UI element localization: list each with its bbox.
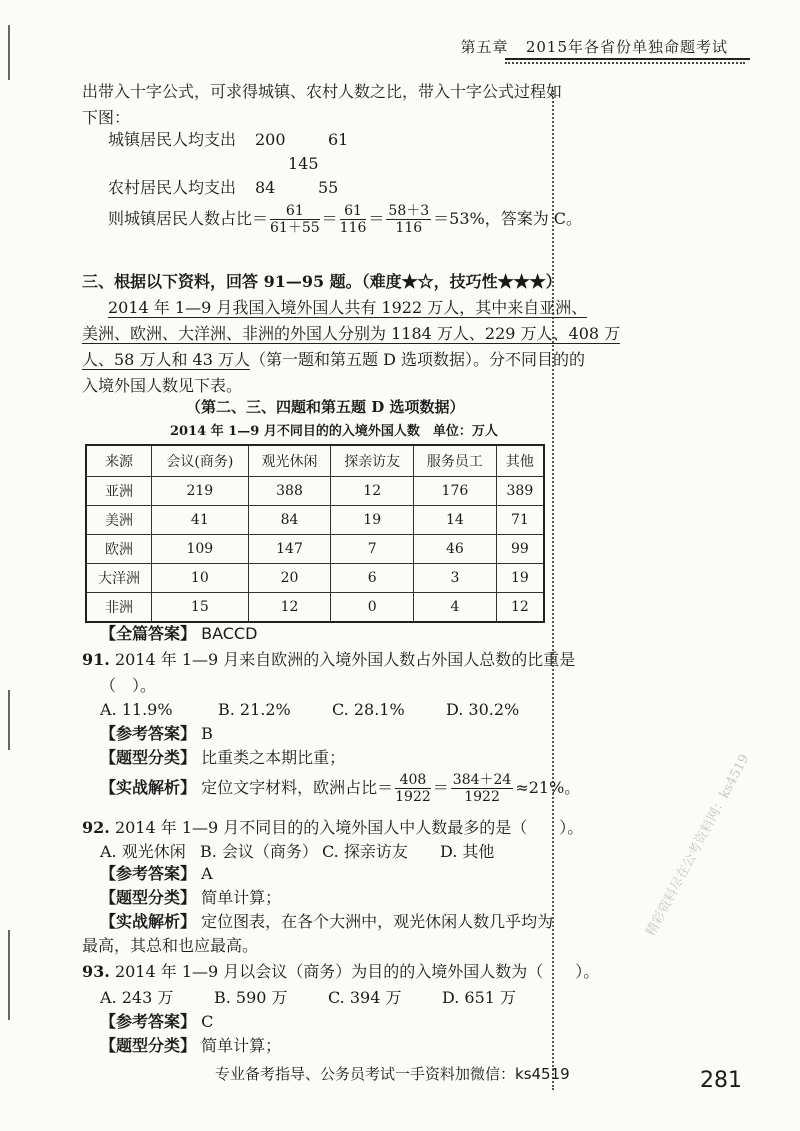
table-cell: 46 — [414, 535, 497, 564]
conclusion-line: 则城镇居民人数占比＝ $\frac{61}{61+55}$ ＝ $\frac{61}{116}$ ＝ $\frac{58+3}{116}$ ＝53%，答案为 C。 — [108, 203, 583, 236]
table-cell: 19 — [331, 506, 414, 535]
q91-analysis: 【实战解析】 定位文字材料，欧洲占比＝ $\frac{408}{1922}$ ＝ $\frac{384+24}{1922}$ ≈21%。 — [100, 772, 581, 805]
table-header-cell: 会议(商务) — [152, 445, 249, 477]
table-header-cell: 观光休闲 — [248, 445, 331, 477]
table-cell: 4 — [414, 593, 497, 623]
header-rule — [505, 58, 750, 60]
cross-row2-diff: 55 — [318, 178, 339, 197]
q93-type: 【题型分类】 简单计算； — [100, 1036, 282, 1055]
table-cell: 84 — [248, 506, 331, 535]
table-caption: 2014 年 1—9 月不同目的的入境外国人数 单位：万人 — [170, 424, 498, 439]
q92-type: 【题型分类】 简单计算； — [100, 888, 282, 907]
table-cell: 147 — [248, 535, 331, 564]
material-para-line-2: 美洲、欧洲、大洋洲、非洲的外国人分别为 1184 万人、229 万人、408 万 — [82, 324, 621, 343]
table-header-cell: 探亲访友 — [331, 445, 414, 477]
q91-answer: 【参考答案】 B — [100, 724, 213, 743]
q92-option-c: C. 探亲访友 — [322, 842, 408, 861]
table-header-cell: 服务员工 — [414, 445, 497, 477]
header-dotted-rule — [505, 62, 745, 64]
q91-option-c: C. 28.1% — [332, 700, 405, 719]
page-number: 281 — [700, 1068, 742, 1093]
table-cell: 109 — [152, 535, 249, 564]
running-header — [460, 36, 728, 57]
cross-center: 145 — [288, 154, 319, 173]
q92-analysis-2: 最高，其总和也应最高。 — [82, 936, 259, 955]
table-cell: 欧洲 — [86, 535, 152, 564]
cross-row1-label: 城镇居民人均支出 — [108, 130, 237, 149]
fraction: $\frac{408}{1922}$ — [395, 772, 431, 805]
q91-stem: 91. 2014 年 1—9 月来自欧洲的入境外国人数占外国人总数的比重是 — [82, 650, 576, 669]
table-cell: 亚洲 — [86, 477, 152, 506]
all-answers: 【全篇答案】 BACCD — [100, 624, 258, 643]
table-cell: 3 — [414, 564, 497, 593]
fraction: $\frac{61}{116}$ — [339, 203, 367, 236]
q93-stem: 93. 2014 年 1—9 月以会议（商务）为目的的入境外国人数为（ ）。 — [82, 962, 600, 981]
q91-stem-2: （ ）。 — [100, 676, 157, 695]
intro-line-2: 下图： — [82, 108, 131, 127]
table-cell: 15 — [152, 593, 249, 623]
binding-mark — [8, 690, 10, 750]
table-cell: 219 — [152, 477, 249, 506]
q92-analysis: 【实战解析】 定位图表，在各个大洲中，观光休闲人数几乎均为 — [100, 912, 554, 931]
q92-answer: 【参考答案】 A — [100, 864, 213, 883]
q92-stem: 92. 2014 年 1—9 月不同目的的入境外国人中人数最多的是（ ）。 — [82, 818, 584, 837]
watermark: 精彩资料尽在公考资料网：ks4519 — [643, 752, 753, 939]
cross-row2-label: 农村居民人均支出 — [108, 178, 237, 197]
table-cell: 12 — [496, 593, 544, 623]
table-header-row — [86, 445, 544, 477]
table-cell: 6 — [331, 564, 414, 593]
fraction: $\frac{58+3}{116}$ — [388, 203, 430, 236]
table-cell: 10 — [152, 564, 249, 593]
table-cell: 19 — [496, 564, 544, 593]
table-cell: 12 — [331, 477, 414, 506]
intro-line-1: 出带入十字公式，可求得城镇、农村人数之比，带入十字公式过程如 — [82, 82, 563, 101]
table-row — [86, 506, 544, 535]
table-cell: 美洲 — [86, 506, 152, 535]
table-cell: 388 — [248, 477, 331, 506]
q92-option-a: A. 观光休闲 — [100, 842, 186, 861]
table-cell: 99 — [496, 535, 544, 564]
footer-text: 专业备考指导、公务员考试一手资料加微信：ks4519 — [215, 1065, 570, 1083]
q91-option-a: A. 11.9% — [100, 700, 173, 719]
section-title: 三、根据以下资料，回答 91—95 题。（难度★☆，技巧性★★★） — [82, 272, 562, 291]
fraction: $\frac{384+24}{1922}$ — [452, 772, 512, 805]
q91-option-b: B. 21.2% — [218, 700, 291, 719]
table-cell: 20 — [248, 564, 331, 593]
q93-option-b: B. 590 万 — [214, 988, 288, 1007]
binding-mark — [8, 25, 10, 80]
q93-option-c: C. 394 万 — [328, 988, 402, 1007]
cross-row1-value: 200 — [255, 130, 286, 149]
table-header-cell: 来源 — [86, 445, 152, 477]
material-para-line-4: 入境外国人数见下表。 — [82, 376, 243, 395]
q93-option-d: D. 651 万 — [442, 988, 517, 1007]
table-cell: 71 — [496, 506, 544, 535]
table-cell: 389 — [496, 477, 544, 506]
table-cell: 0 — [331, 593, 414, 623]
margin-dotted-line — [552, 90, 584, 1090]
q91-type: 【题型分类】 比重类之本期比重； — [100, 748, 346, 767]
cross-row1-diff: 61 — [328, 130, 349, 149]
binding-mark — [8, 930, 10, 1020]
q92-option-b: B. 会议（商务） — [200, 842, 318, 861]
q93-option-a: A. 243 万 — [100, 988, 174, 1007]
table-row — [86, 564, 544, 593]
q91-option-d: D. 30.2% — [446, 700, 520, 719]
data-table — [85, 444, 545, 623]
table-cell: 176 — [414, 477, 497, 506]
table-note: （第二、三、四题和第五题 D 选项数据） — [186, 398, 465, 416]
table-row — [86, 535, 544, 564]
fraction: $\frac{61}{61+55}$ — [270, 203, 320, 236]
table-cell: 7 — [331, 535, 414, 564]
table-cell: 12 — [248, 593, 331, 623]
table-cell: 大洋洲 — [86, 564, 152, 593]
book-title: 2015年各省份单独命题考试 — [525, 38, 728, 56]
table-row — [86, 477, 544, 506]
table-cell: 41 — [152, 506, 249, 535]
table-cell: 14 — [414, 506, 497, 535]
table-cell: 非洲 — [86, 593, 152, 623]
table-row — [86, 593, 544, 623]
material-para-line-1: 2014 年 1—9 月我国入境外国人共有 1922 万人，其中来自亚洲、 — [108, 298, 588, 317]
table-header-cell: 其他 — [496, 445, 544, 477]
material-para-line-3: 人、58 万人和 43 万人（第一题和第五题 D 选项数据）。分不同目的的 — [82, 350, 585, 369]
cross-row2-value: 84 — [255, 178, 276, 197]
chapter-label: 第五章 — [460, 38, 509, 56]
q92-option-d: D. 其他 — [440, 842, 495, 861]
q93-answer: 【参考答案】 C — [100, 1012, 214, 1031]
